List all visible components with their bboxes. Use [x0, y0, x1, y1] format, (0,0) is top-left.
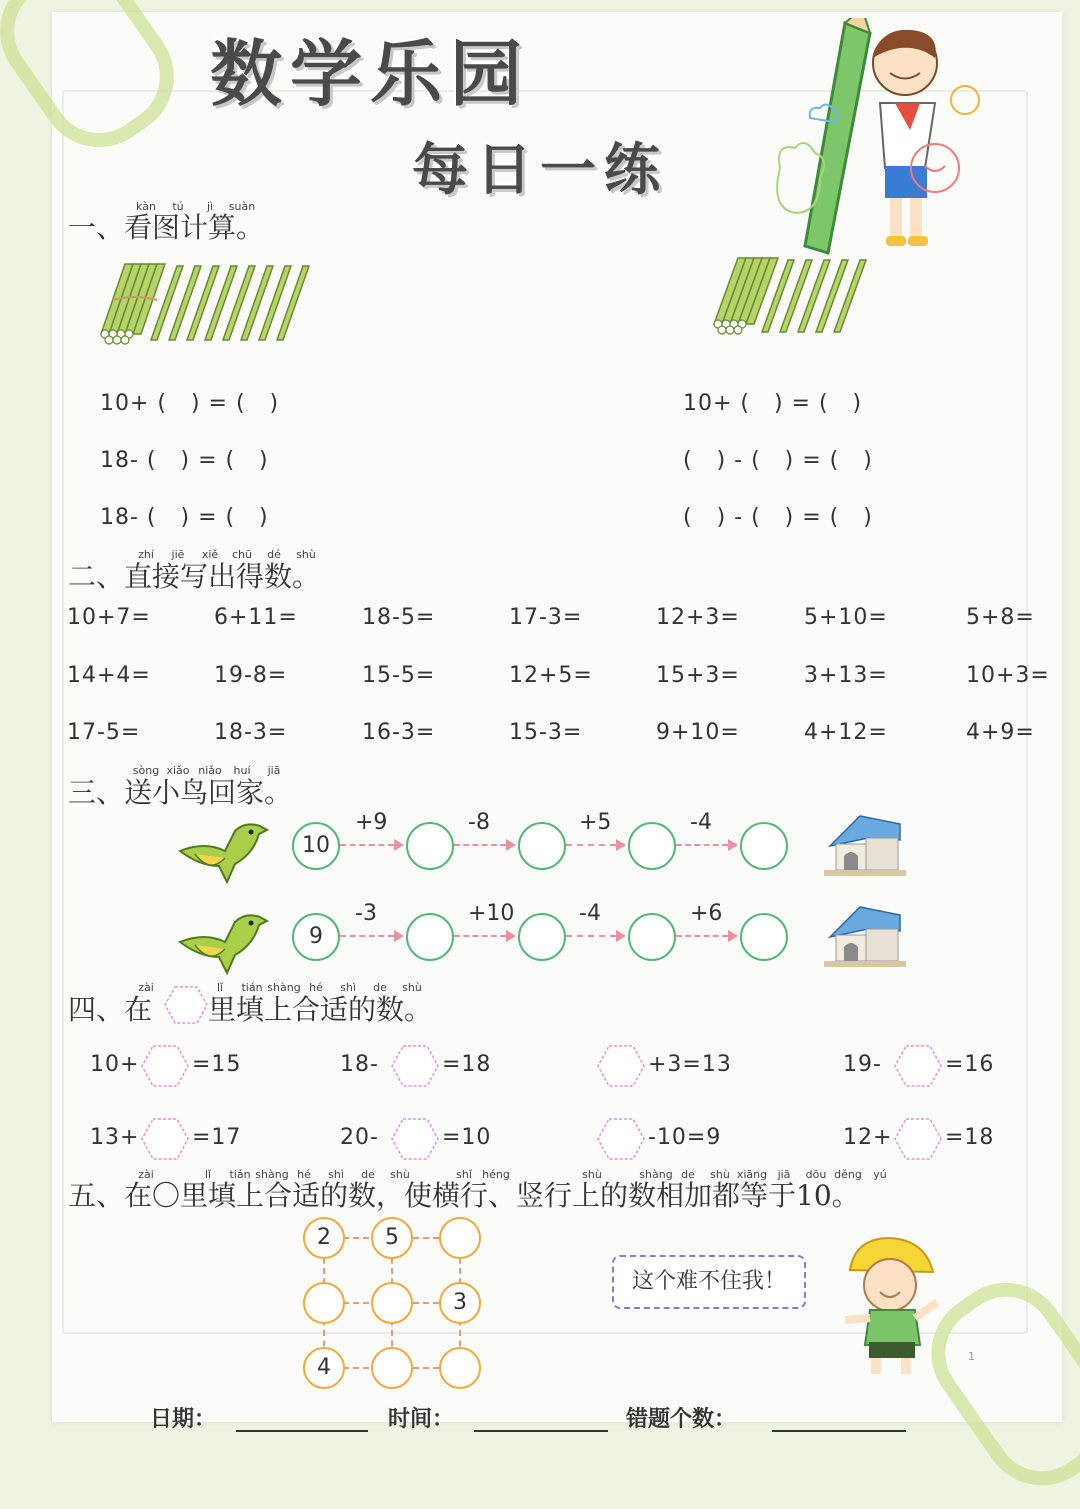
answer-circle[interactable] — [406, 822, 454, 870]
answer-hexagon[interactable] — [140, 1117, 190, 1161]
given-number-circle: 4 — [303, 1347, 345, 1389]
pinyin: hé — [309, 981, 323, 994]
arrow-head-icon — [616, 839, 626, 851]
page-number: 1 — [968, 1350, 975, 1363]
arrow-head-icon — [394, 930, 404, 942]
equation-suffix: =18 — [442, 1052, 492, 1077]
arrow-line — [676, 844, 728, 846]
pinyin: jì — [206, 200, 214, 213]
section-2-title: 二、直接写出得数。 — [68, 560, 321, 593]
arithmetic-problem: 12+3= — [656, 605, 740, 630]
pinyin: shàng — [639, 1168, 673, 1181]
answer-circle[interactable] — [371, 1282, 413, 1324]
speech-text: 这个难不住我！ — [631, 1269, 786, 1294]
bird-icon — [175, 907, 271, 977]
arithmetic-problem: 4+12= — [804, 720, 888, 745]
arithmetic-problem: 10+3= — [966, 663, 1050, 688]
pinyin: de — [361, 1168, 375, 1181]
sticks-bundle-left-illustration — [95, 258, 325, 350]
pinyin: jiā — [267, 764, 281, 777]
arrow-line — [566, 844, 616, 846]
pinyin: lǐ — [204, 1168, 212, 1181]
operation-label: -3 — [355, 901, 377, 926]
operation-label: +5 — [579, 810, 612, 835]
equation-prefix: 20- — [340, 1125, 379, 1150]
answer-circle[interactable] — [303, 1282, 345, 1324]
pinyin: shù — [390, 1168, 410, 1181]
answer-hexagon[interactable] — [140, 1044, 190, 1088]
pinyin: shù — [582, 1168, 602, 1181]
arrow-line — [454, 844, 506, 846]
arithmetic-problem: 18-5= — [362, 605, 436, 630]
arithmetic-problem: 10+7= — [67, 605, 151, 630]
equation-suffix: =18 — [945, 1125, 995, 1150]
operation-label: +10 — [468, 901, 515, 926]
equation-prefix: 19- — [843, 1052, 882, 1077]
pinyin: sòng — [132, 764, 160, 777]
arrow-head-icon — [394, 839, 404, 851]
equation-suffix: =16 — [945, 1052, 995, 1077]
pinyin: xiāng — [736, 1168, 768, 1181]
given-number-circle: 2 — [303, 1217, 345, 1259]
s1-right-eq-1: 10+ ( ) = ( ) — [683, 391, 863, 416]
arithmetic-problem: 15+3= — [656, 663, 740, 688]
answer-hexagon[interactable] — [596, 1117, 646, 1161]
pinyin: zhí — [138, 548, 154, 561]
arithmetic-problem: 5+10= — [804, 605, 888, 630]
equation-prefix: 18- — [340, 1052, 379, 1077]
date-label: 日期： — [150, 1406, 217, 1432]
pinyin: shì — [328, 1168, 344, 1181]
arithmetic-problem: 4+9= — [966, 720, 1035, 745]
pinyin: dé — [267, 548, 281, 561]
arithmetic-problem: 16-3= — [362, 720, 436, 745]
sticks-bundle-right-illustration — [708, 252, 888, 340]
pinyin: de — [373, 981, 387, 994]
child-with-yellow-hat-illustration — [825, 1230, 945, 1380]
arrow-head-icon — [728, 930, 738, 942]
arrow-line — [340, 935, 394, 937]
pinyin: niǎo — [198, 764, 222, 777]
answer-circle[interactable] — [518, 822, 566, 870]
arrow-line — [676, 935, 728, 937]
answer-hexagon[interactable] — [390, 1117, 440, 1161]
pinyin: shàng — [255, 1168, 289, 1181]
arrow-head-icon — [728, 839, 738, 851]
arithmetic-problem: 12+5= — [509, 663, 593, 688]
pinyin: tú — [172, 200, 184, 213]
arrow-head-icon — [616, 930, 626, 942]
section-4-title-post: 里填上合适的数。 — [208, 993, 433, 1026]
given-number-circle: 3 — [439, 1282, 481, 1324]
arrow-line — [454, 935, 506, 937]
pinyin: chū — [232, 548, 252, 561]
answer-circle[interactable] — [628, 822, 676, 870]
house-icon — [820, 901, 910, 971]
pinyin: hé — [297, 1168, 311, 1181]
arithmetic-problem: 18-3= — [214, 720, 288, 745]
arrow-line — [340, 844, 394, 846]
operation-label: +6 — [690, 901, 723, 926]
s1-left-eq-1: 10+ ( ) = ( ) — [100, 391, 280, 416]
arithmetic-problem: 6+11= — [214, 605, 298, 630]
equation-suffix: -10=9 — [648, 1125, 722, 1150]
pinyin: héng — [482, 1168, 510, 1181]
house-icon — [820, 810, 910, 880]
s1-left-eq-2: 18- ( ) = ( ) — [100, 448, 269, 473]
answer-circle[interactable] — [740, 913, 788, 961]
operation-label: -8 — [468, 810, 490, 835]
pinyin: jiē — [171, 548, 185, 561]
date-line[interactable] — [236, 1430, 368, 1432]
bird-icon — [175, 816, 271, 886]
pinyin: suàn — [228, 200, 256, 213]
pinyin: shù — [710, 1168, 730, 1181]
operation-label: -4 — [690, 810, 712, 835]
arrow-head-icon — [506, 839, 516, 851]
pinyin: zài — [138, 1168, 154, 1181]
pinyin: tián — [241, 981, 263, 994]
pinyin: shǐ — [456, 1168, 472, 1181]
arithmetic-problem: 5+8= — [966, 605, 1035, 630]
operation-label: +9 — [355, 810, 388, 835]
start-number-circle: 9 — [292, 913, 340, 961]
answer-hexagon[interactable] — [390, 1044, 440, 1088]
pinyin: zài — [138, 981, 154, 994]
pinyin: xiě — [201, 548, 219, 561]
equation-prefix: 13+ — [90, 1125, 140, 1150]
page-title: 数学乐园 — [210, 31, 531, 116]
answer-circle[interactable] — [439, 1347, 481, 1389]
answer-circle[interactable] — [371, 1347, 413, 1389]
arithmetic-problem: 9+10= — [656, 720, 740, 745]
answer-circle[interactable] — [439, 1217, 481, 1259]
answer-hexagon[interactable] — [893, 1044, 943, 1088]
arithmetic-problem: 17-3= — [509, 605, 583, 630]
arithmetic-problem: 15-5= — [362, 663, 436, 688]
equation-suffix: +3=13 — [648, 1052, 732, 1077]
pinyin: shàng — [267, 981, 301, 994]
pinyin: shù — [296, 548, 316, 561]
pinyin: de — [681, 1168, 695, 1181]
equation-suffix: =10 — [442, 1125, 492, 1150]
arithmetic-problem: 19-8= — [214, 663, 288, 688]
arrow-line — [566, 935, 616, 937]
hexagon-icon — [163, 985, 209, 1025]
arrow-head-icon — [506, 930, 516, 942]
pinyin: yú — [873, 1168, 887, 1181]
pinyin: dōu — [805, 1168, 827, 1181]
pinyin: děng — [834, 1168, 862, 1181]
equation-prefix: 12+ — [843, 1125, 893, 1150]
answer-hexagon[interactable] — [893, 1117, 943, 1161]
given-number-circle: 5 — [371, 1217, 413, 1259]
answer-hexagon[interactable] — [596, 1044, 646, 1088]
errors-line[interactable] — [772, 1430, 906, 1432]
equation-suffix: =15 — [192, 1052, 242, 1077]
equation-suffix: =17 — [192, 1125, 242, 1150]
answer-circle[interactable] — [518, 913, 566, 961]
s1-right-eq-3: ( ) - ( ) = ( ) — [683, 505, 873, 530]
section-4-title-pre: 四、在 — [68, 993, 153, 1026]
equation-prefix: 10+ — [90, 1052, 140, 1077]
pinyin: jiā — [777, 1168, 791, 1181]
boy-with-pencil-illustration — [750, 18, 1000, 268]
section-3-title: 三、送小鸟回家。 — [68, 776, 293, 809]
arithmetic-problem: 17-5= — [67, 720, 141, 745]
pinyin: tián — [229, 1168, 251, 1181]
s1-right-eq-2: ( ) - ( ) = ( ) — [683, 448, 873, 473]
section-1-title: 一、看图计算。 — [68, 211, 265, 244]
page-subtitle: 每日一练 — [412, 137, 668, 203]
pinyin: xiǎo — [166, 764, 190, 777]
arithmetic-problem: 14+4= — [67, 663, 151, 688]
time-label: 时间： — [388, 1406, 455, 1432]
section-5-title: 五、在〇里填上合适的数，使横行、竖行上的数相加都等于10。 — [68, 1179, 860, 1212]
arithmetic-problem: 15-3= — [509, 720, 583, 745]
arithmetic-problem: 3+13= — [804, 663, 888, 688]
pinyin: huí — [233, 764, 251, 777]
answer-circle[interactable] — [740, 822, 788, 870]
answer-circle[interactable] — [628, 913, 676, 961]
pencil-icon — [805, 18, 870, 253]
pinyin: shù — [402, 981, 422, 994]
pinyin: lǐ — [216, 981, 224, 994]
pinyin: kàn — [136, 200, 156, 213]
pinyin: shì — [340, 981, 356, 994]
errors-label: 错题个数： — [626, 1406, 737, 1432]
operation-label: -4 — [579, 901, 601, 926]
answer-circle[interactable] — [406, 913, 454, 961]
start-number-circle: 10 — [292, 822, 340, 870]
speech-bubble — [612, 1255, 806, 1309]
time-line[interactable] — [474, 1430, 608, 1432]
s1-left-eq-3: 18- ( ) = ( ) — [100, 505, 269, 530]
